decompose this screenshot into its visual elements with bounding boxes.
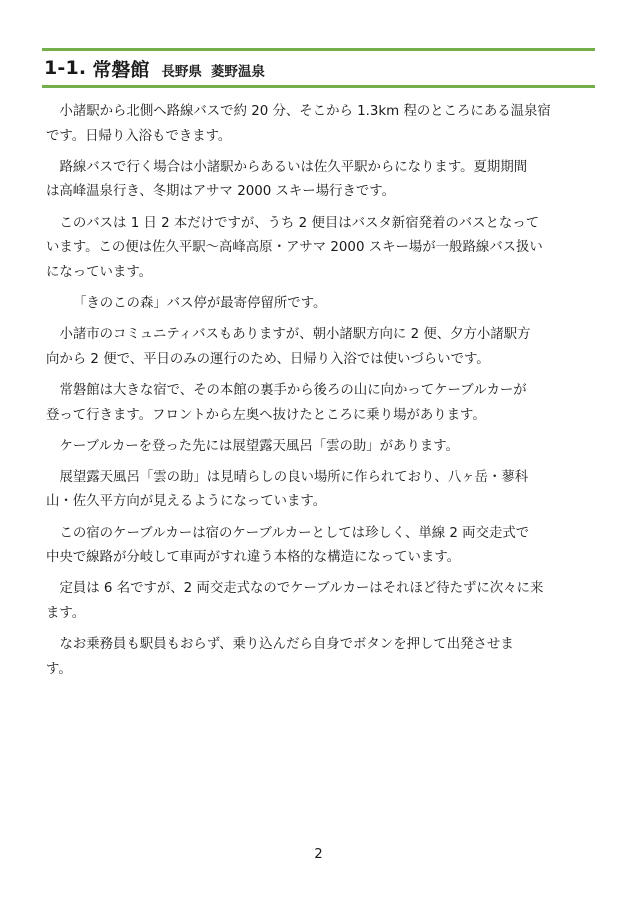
paragraph-community-bus [46,323,596,372]
paragraph-observation-bath [46,435,596,460]
text-line: 登って行きます。フロントから左奥へ抜けたところに乗り場があります。 [46,407,486,423]
section-number: 1-1. [44,57,87,79]
paragraph-bath-view [46,466,596,515]
text-line: ます。 [46,606,86,622]
section-subtitle [161,57,265,80]
text-line: 向から 2 便で、平日のみの運行のため、日帰り入浴では使いづらいです。 [46,351,490,367]
section-header [42,48,595,88]
text-line: になっています。 [46,264,153,280]
paragraph-bus-routes [46,156,596,205]
text-line: 路線バスで行く場合は小諸駅からあるいは佐久平駅からになります。夏期期間 [59,159,528,175]
text-line: なお乗務員も駅員もおらず、乗り込んだら自身でボタンを押して出発させま [59,637,514,653]
paragraph-bus-stop [46,292,596,317]
text-line: このバスは 1 日 2 本だけですが、うち 2 便目はバスタ新宿発着のバスとなって [59,215,540,231]
text-line: です。日帰り入浴もできます。 [46,128,232,144]
text-line: この宿のケーブルカーは宿のケーブルカーとしては珍しく、単線 2 両交走式で [59,525,530,541]
text-line: は高峰温泉行き、冬期はアサマ 2000 スキー場行きです。 [46,184,395,200]
paragraph-self-operation [46,633,596,682]
prefecture-label: 長野県 [161,63,202,80]
onsen-label: 菱野温泉 [210,63,265,80]
paragraph-access-overview [46,100,596,149]
text-line: 「きのこの森」バス停が最寄停留所です。 [73,295,327,311]
body-text [46,100,596,689]
text-line: 小諸市のコミュニティバスもありますが、朝小諸駅方向に 2 便、夕方小諸駅方 [59,327,531,343]
text-line: 常磐館は大きな宿で、その本館の裏手から後ろの山に向かってケーブルカーが [59,382,527,398]
text-line: います。この便は佐久平駅〜高峰高原・アサマ 2000 スキー場が一般路線バス扱い [46,240,543,256]
text-line: 中央で線路が分岐して車両がすれ違う本格的な構造になっています。 [46,550,461,566]
paragraph-cable-car-intro [46,379,596,428]
text-line: 山・佐久平方向が見えるようになっています。 [46,494,327,510]
paragraph-bus-schedule [46,212,596,286]
text-line: 展望露天風呂「雲の助」は見晴らしの良い場所に作られており、八ヶ岳・蓼科 [59,469,529,485]
text-line: 定員は 6 名ですが、2 両交走式なのでケーブルカーはそれほど待たずに次々に来 [59,581,544,597]
text-line: す。 [46,661,72,677]
paragraph-cable-car-structure [46,522,596,571]
section-title: 常磐館 [92,58,150,81]
text-line: 小諸駅から北側へ路線バスで約 20 分、そこから 1.3km 程のところにある温泉宿 [59,104,551,119]
page-number: 2 [314,847,323,862]
text-line: ケーブルカーを登った先には展望露天風呂「雲の助」があります。 [59,438,459,454]
paragraph-capacity [46,577,596,626]
